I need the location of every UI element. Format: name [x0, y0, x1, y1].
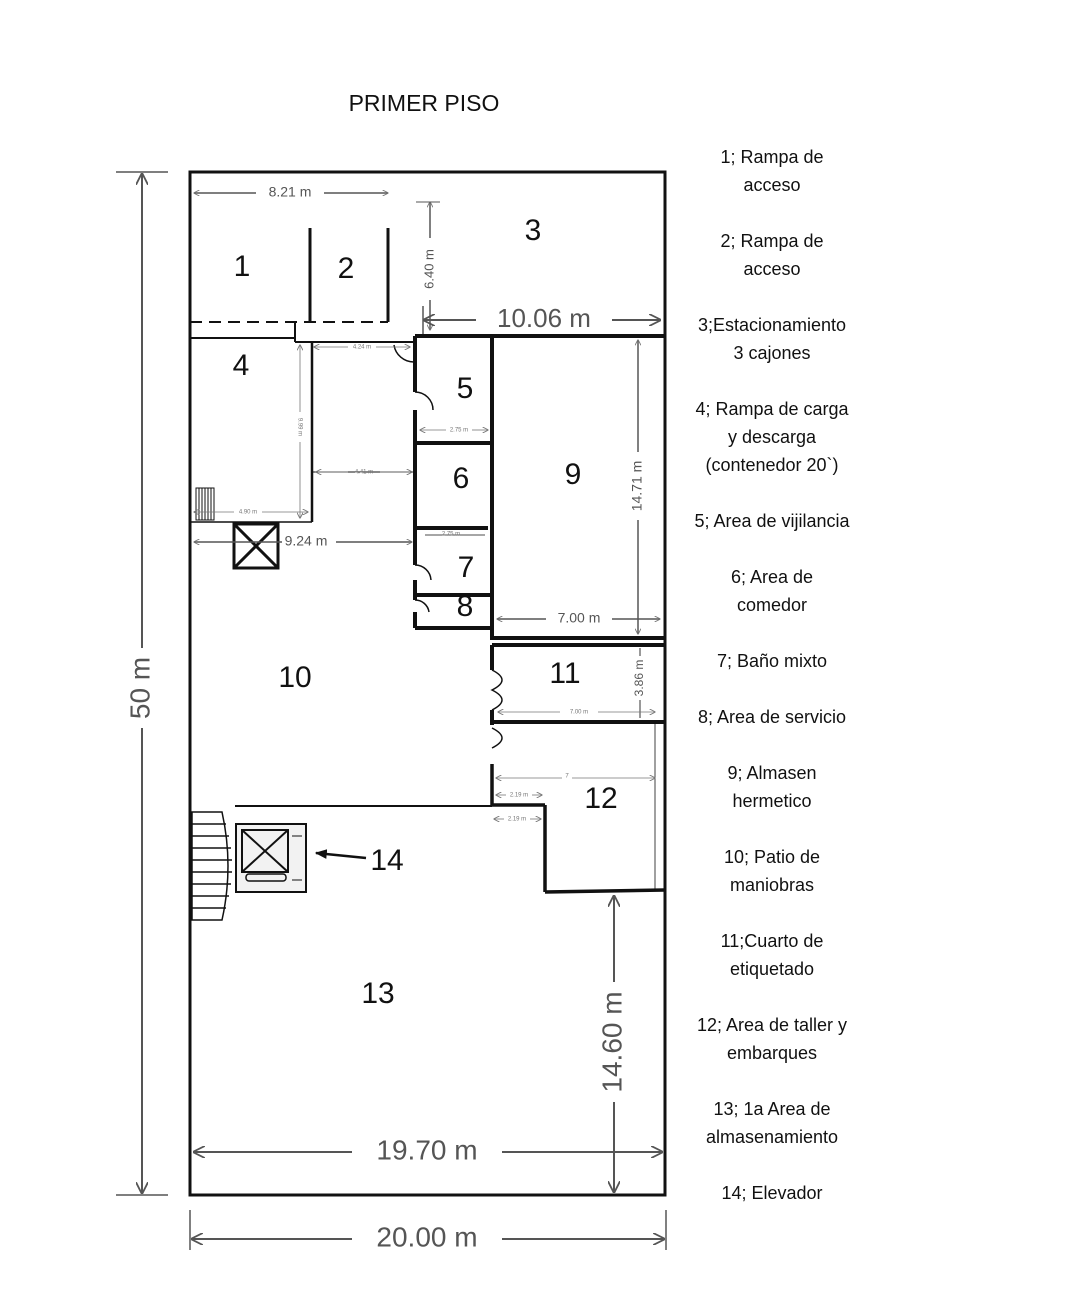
- stair-small: [196, 488, 214, 520]
- dim-total-height-label: 50 m: [124, 656, 156, 720]
- legend-item: 9; Almasen hermetico: [727, 763, 817, 811]
- dim-ramp-width: [194, 184, 388, 200]
- dim-parking-width: [423, 303, 660, 334]
- crate-icon: [234, 524, 278, 568]
- room-label-11: 11: [549, 656, 581, 690]
- room-label-3: 3: [524, 213, 542, 247]
- dim-219b-label: 2.19 m: [507, 816, 527, 823]
- dim-warehouse-9-height: [629, 340, 645, 634]
- dim-490-label: 4.90 m: [238, 509, 258, 516]
- stair-large: [192, 812, 232, 920]
- door-swing: [394, 345, 414, 362]
- dim-room-11-width: [498, 710, 655, 716]
- elevator-pointer-arrow: [316, 853, 366, 858]
- dim-room-11-height-label: 3.86 m: [632, 659, 647, 697]
- legend-item: 13; 1a Area de almasenamiento: [705, 1099, 839, 1147]
- legend-item: 14; Elevador: [721, 1183, 823, 1203]
- legend-item: 3;Estacionamiento 3 cajones: [697, 315, 847, 363]
- dim-441-label: 4.41 m: [354, 469, 374, 476]
- dim-ramp-depth: [416, 202, 440, 330]
- service-doors: [415, 392, 485, 612]
- dim-999-label: 9.99 m: [296, 417, 303, 437]
- dim-inner-width-label: 19.70 m: [376, 1134, 478, 1166]
- dim-ramp4-width-label: 9.24 m: [284, 532, 328, 549]
- legend-item: 7; Baño mixto: [716, 651, 828, 671]
- room-label-12: 12: [584, 781, 618, 815]
- legend-item: 6; Area de comedor: [730, 567, 814, 615]
- dim-inner-width: [194, 1134, 662, 1165]
- dim-275b-label: 2.75 m: [441, 531, 461, 538]
- room-label-10: 10: [278, 660, 312, 694]
- dim-warehouse-9-width-label: 7.00 m: [557, 609, 601, 626]
- room-12-walls: [492, 722, 665, 892]
- dim-warehouse-9-width: [497, 610, 660, 626]
- room-label-2: 2: [337, 251, 355, 285]
- legend-item: 2; Rampa de acceso: [720, 231, 824, 279]
- legend-item: 10; Patio de maniobras: [723, 847, 821, 895]
- dim-storage-13-height-label: 14.60 m: [596, 991, 628, 1093]
- legend-item: 12; Area de taller y embarques: [696, 1015, 848, 1063]
- dim-ramp-width-label: 8.21 m: [268, 183, 312, 200]
- room-label-13: 13: [361, 976, 395, 1010]
- room-label-1: 1: [233, 249, 251, 283]
- room-label-14: 14: [370, 843, 404, 877]
- legend-item: 1; Rampa de acceso: [720, 147, 824, 195]
- dim-room-11-height: [632, 648, 646, 718]
- dim-219a-label: 2.19 m: [509, 792, 529, 799]
- dim-ramp4-width: [194, 533, 412, 549]
- legend-item: 11;Cuarto de etiquetado: [720, 931, 824, 979]
- dim-424-label: 4.24 m: [352, 344, 372, 351]
- room-label-7: 7: [457, 550, 475, 584]
- room-11-doors: [492, 670, 502, 748]
- dim-small-annotations: [194, 345, 655, 819]
- legend-item: 5; Area de vijilancia: [694, 511, 850, 531]
- elevator-icon: [236, 824, 306, 892]
- room-label-8: 8: [456, 589, 474, 623]
- room-label-9: 9: [564, 457, 582, 491]
- legend-item: 4; Rampa de carga y descarga (contenedor 20`): [695, 399, 849, 475]
- dim-room-11-width-label: 7.00 m: [569, 709, 589, 716]
- dim-ramp-depth-label: 6.40 m: [421, 249, 437, 289]
- building-outline: [190, 172, 665, 1195]
- legend-item: 8; Area de servicio: [697, 707, 847, 727]
- dim-total-height: [116, 172, 168, 1195]
- room-label-6: 6: [452, 461, 470, 495]
- dim-total-width: [190, 1210, 666, 1252]
- dim-parking-width-label: 10.06 m: [497, 302, 591, 333]
- dim-7-label: 7: [565, 773, 569, 780]
- dim-warehouse-9-height-label: 14.71 m: [628, 460, 645, 512]
- room-label-5: 5: [456, 371, 474, 405]
- dim-total-width-label: 20.00 m: [376, 1221, 478, 1253]
- legend: [672, 143, 872, 1235]
- page-title: PRIMER PISO: [348, 90, 500, 116]
- dim-storage-13-height: [596, 896, 627, 1192]
- room-label-4: 4: [232, 348, 250, 382]
- dim-275a-label: 2.75 m: [449, 427, 469, 434]
